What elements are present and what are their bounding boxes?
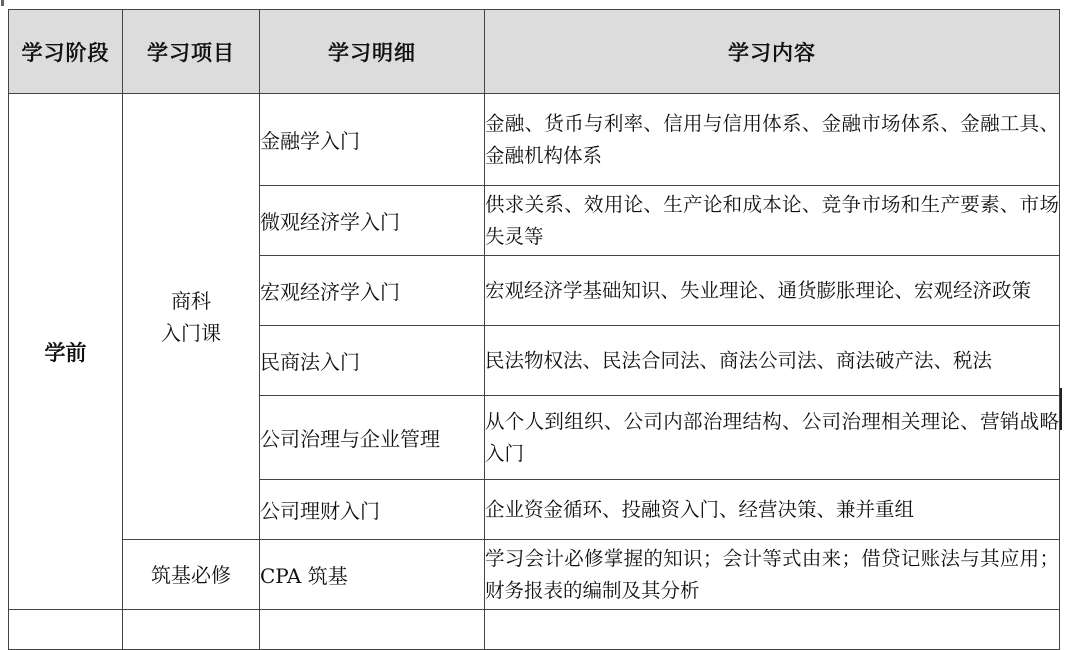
table-row (9, 540, 1060, 610)
project-cell-foundation: 筑基必修 (123, 540, 260, 610)
project-label-line1: 商科 (171, 288, 211, 313)
page-edge-mark (1, 0, 4, 6)
detail-cell: 微观经济学入门 (260, 186, 485, 256)
curriculum-table (8, 9, 1060, 650)
content-cell: 企业资金循环、投融资入门、经营决策、兼并重组 (485, 480, 1060, 540)
text-cursor (1060, 388, 1062, 430)
project-cell-business-intro (123, 94, 260, 540)
header-project: 学习项目 (123, 10, 260, 94)
content-cell: 供求关系、效用论、生产论和成本论、竞争市场和生产要素、市场失灵等 (485, 186, 1060, 256)
stage-cell: 学前 (9, 94, 123, 610)
header-detail: 学习明细 (260, 10, 485, 94)
header-content: 学习内容 (485, 10, 1060, 94)
content-cell: 金融、货币与利率、信用与信用体系、金融市场体系、金融工具、金融机构体系 (485, 94, 1060, 186)
project-label-line2: 入门课 (161, 320, 221, 345)
detail-cell: CPA 筑基 (260, 540, 485, 610)
header-stage: 学习阶段 (9, 10, 123, 94)
detail-cell: 民商法入门 (260, 326, 485, 396)
header-row (9, 10, 1060, 94)
content-cell: 学习会计必修掌握的知识；会计等式由来；借贷记账法与其应用；财务报表的编制及其分析 (485, 540, 1060, 610)
content-cell: 从个人到组织、公司内部治理结构、公司治理相关理论、营销战略入门 (485, 396, 1060, 480)
content-cell: 民法物权法、民法合同法、商法公司法、商法破产法、税法 (485, 326, 1060, 396)
detail-cell: 金融学入门 (260, 94, 485, 186)
table-row (9, 94, 1060, 186)
content-cell: 宏观经济学基础知识、失业理论、通货膨胀理论、宏观经济政策 (485, 256, 1060, 326)
detail-cell: 公司治理与企业管理 (260, 396, 485, 480)
document-page (8, 9, 1059, 650)
detail-cell: 公司理财入门 (260, 480, 485, 540)
detail-cell: 宏观经济学入门 (260, 256, 485, 326)
